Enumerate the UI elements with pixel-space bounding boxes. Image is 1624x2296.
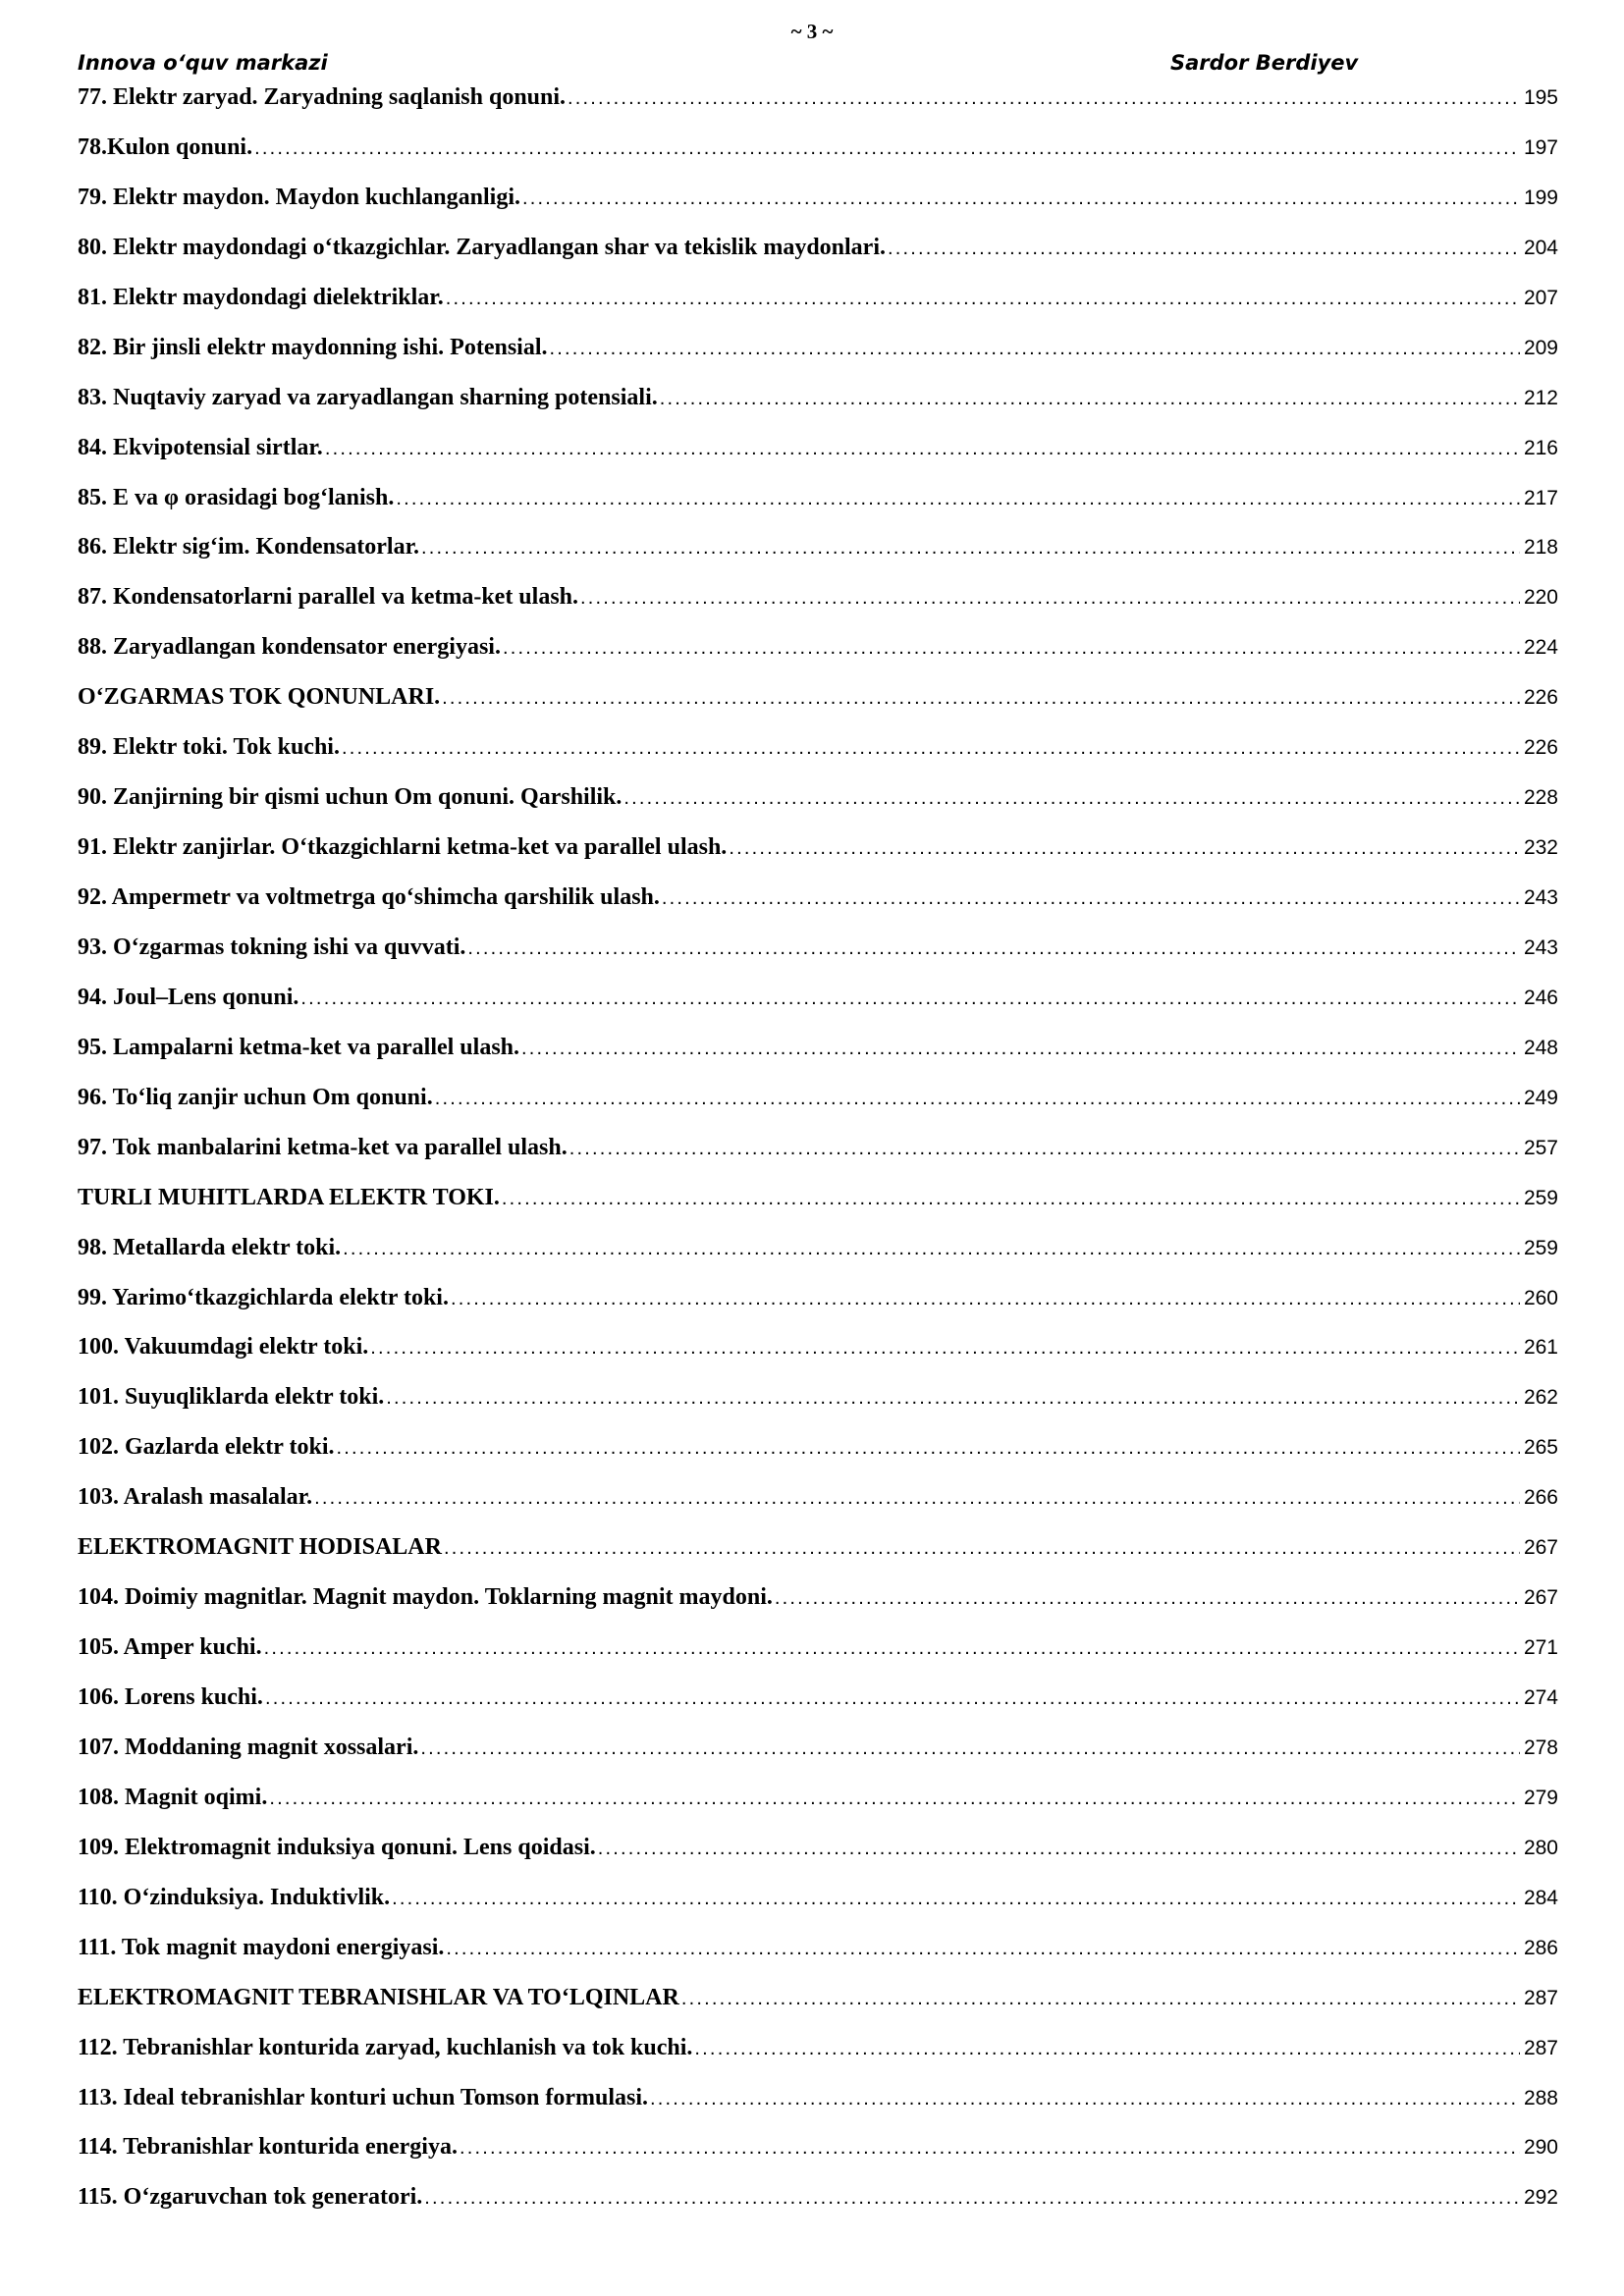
toc-entry-page-number: 279 [1523,1786,1558,1809]
toc-entry-title: 112. Tebranishlar konturida zaryad, kuchlanish va tok kuchi. [78,2034,693,2060]
toc-entry-title: 93. O‘zgarmas tokning ishi va quvvati. [78,934,466,960]
header-school-name: Innova o‘quv markazi [78,51,328,75]
toc-entry[interactable] [78,1933,1558,1983]
toc-entry[interactable] [78,1682,1558,1733]
toc-entry[interactable] [78,1083,1558,1133]
toc-entry[interactable] [78,632,1558,682]
toc-entry-page-number: 262 [1523,1386,1558,1410]
toc-section-heading[interactable] [78,1983,1558,2033]
toc-entry-title: 78.Kulon qonuni. [78,133,253,160]
toc-entry[interactable] [78,1783,1558,1833]
toc-entry-title: 82. Bir jinsli elektr maydonning ishi. Potensial. [78,334,548,360]
dot-leader [623,787,1520,810]
toc-entry-page-number: 243 [1523,935,1558,959]
dot-leader [392,1888,1520,1910]
toc-entry-title: 102. Gazlarda elektr toki. [78,1434,335,1461]
dot-leader [370,1337,1520,1360]
toc-entry-page-number: 292 [1523,2186,1558,2210]
dot-leader [550,338,1520,360]
toc-entry[interactable] [78,782,1558,832]
toc-entry-page-number: 284 [1523,1886,1558,1909]
dot-leader [521,1038,1520,1060]
dot-leader [502,1188,1520,1210]
toc-entry-title: 94. Joul–Lens qonuni. [78,984,299,1010]
dot-leader [325,438,1520,460]
toc-entry-title: 114. Tebranishlar konturida energiya. [78,2134,458,2161]
toc-entry[interactable] [78,1582,1558,1632]
toc-entry[interactable] [78,433,1558,483]
toc-entry[interactable] [78,832,1558,882]
toc-entry[interactable] [78,582,1558,632]
toc-entry[interactable] [78,983,1558,1033]
toc-entry-page-number: 259 [1523,1236,1558,1259]
toc-entry-title: 90. Zanjirning bir qismi uchun Om qonuni. Qarshilik. [78,784,623,811]
toc-entry-title: 111. Tok magnit maydoni energiyasi. [78,1934,445,1960]
toc-entry-page-number: 271 [1523,1636,1558,1660]
toc-entry-title: 80. Elektr maydondagi o‘tkazgichlar. Zaryadlangan shar va tekislik maydonlari. [78,234,886,260]
dot-leader [254,137,1520,160]
toc-entry[interactable] [78,1233,1558,1283]
toc-entry[interactable] [78,333,1558,383]
table-of-contents [78,82,1558,2232]
dot-leader [467,937,1520,960]
toc-entry-page-number: 290 [1523,2136,1558,2160]
toc-entry[interactable] [78,133,1558,183]
dot-leader [265,1687,1520,1710]
toc-entry-title: 85. E va φ orasidagi bog‘lanish. [78,484,395,510]
dot-leader [598,1838,1520,1860]
dot-leader [729,837,1520,860]
toc-entry-title: 96. To‘liq zanjir uchun Om qonuni. [78,1084,433,1110]
dot-leader [451,1288,1520,1310]
dot-leader [775,1587,1520,1610]
dot-leader [569,1138,1520,1160]
toc-entry-title: 98. Metallarda elektr toki. [78,1234,342,1260]
toc-entry[interactable] [78,283,1558,333]
toc-entry-page-number: 218 [1523,536,1558,560]
toc-entry-page-number: 259 [1523,1186,1558,1209]
dot-leader [660,388,1520,410]
toc-entry[interactable] [78,1133,1558,1183]
dot-leader [446,288,1520,310]
toc-entry-title: 79. Elektr maydon. Maydon kuchlanganligi. [78,184,520,210]
toc-entry[interactable] [78,2033,1558,2083]
toc-entry-title: 101. Suyuqliklarda elektr toki. [78,1384,385,1411]
toc-entry[interactable] [78,2182,1558,2232]
page-number: ~ 3 ~ [790,20,834,43]
toc-entry-page-number: 212 [1523,386,1558,409]
toc-entry[interactable] [78,233,1558,283]
toc-entry[interactable] [78,882,1558,933]
toc-entry-title: TURLI MUHITLARDA ELEKTR TOKI. [78,1184,500,1210]
dot-leader [681,1988,1520,2010]
dot-leader [568,87,1520,110]
dot-leader [337,1437,1520,1460]
toc-entry-page-number: 288 [1523,2086,1558,2109]
dot-leader [503,637,1520,660]
toc-entry-page-number: 197 [1523,135,1558,159]
toc-entry-page-number: 195 [1523,86,1558,109]
dot-leader [343,1238,1520,1260]
dot-leader [662,887,1520,910]
toc-entry[interactable] [78,1482,1558,1532]
toc-entry-page-number: 199 [1523,186,1558,209]
toc-entry[interactable] [78,1332,1558,1382]
dot-leader [650,2088,1520,2110]
toc-entry-page-number: 267 [1523,1586,1558,1610]
toc-entry[interactable] [78,383,1558,433]
toc-entry-title: 86. Elektr sig‘im. Kondensatorlar. [78,534,420,561]
toc-entry-title: 106. Lorens kuchi. [78,1684,263,1710]
toc-entry-page-number: 286 [1523,1936,1558,1959]
toc-entry[interactable] [78,2083,1558,2133]
toc-entry-title: ELEKTROMAGNIT TEBRANISHLAR VA TO‘LQINLAR [78,1984,679,2010]
toc-entry-title: 92. Ampermetr va voltmetrga qo‘shimcha qarshilik ulash. [78,884,660,910]
toc-entry-page-number: 226 [1523,686,1558,710]
toc-entry-page-number: 267 [1523,1536,1558,1560]
dot-leader [444,1537,1520,1560]
toc-entry-title: 107. Moddaning magnit xossalari. [78,1734,419,1760]
toc-entry-page-number: 228 [1523,786,1558,810]
toc-entry-page-number: 261 [1523,1336,1558,1360]
dot-leader [396,488,1520,510]
dot-leader [300,988,1520,1010]
toc-entry-page-number: 204 [1523,236,1558,259]
toc-section-heading[interactable] [78,1532,1558,1582]
dot-leader [386,1387,1520,1410]
toc-entry-title: 108. Magnit oqimi. [78,1784,268,1810]
dot-leader [522,187,1520,210]
toc-entry[interactable] [78,82,1558,133]
toc-entry-page-number: 220 [1523,586,1558,610]
toc-entry-page-number: 278 [1523,1735,1558,1759]
dot-leader [424,2187,1520,2210]
toc-entry[interactable] [78,1883,1558,1933]
toc-entry[interactable] [78,483,1558,533]
toc-entry-page-number: 287 [1523,1986,1558,2009]
toc-entry-page-number: 217 [1523,486,1558,509]
dot-leader [421,537,1520,560]
toc-entry[interactable] [78,1382,1558,1432]
toc-entry-title: 104. Doimiy magnitlar. Magnit maydon. Toklarning magnit maydoni. [78,1584,773,1611]
toc-entry-page-number: 207 [1523,286,1558,309]
toc-entry-page-number: 243 [1523,886,1558,909]
toc-entry-title: 110. O‘zinduksiya. Induktivlik. [78,1884,391,1910]
dot-leader [342,737,1520,760]
dot-leader [269,1788,1520,1810]
toc-entry-page-number: 266 [1523,1486,1558,1510]
dot-leader [460,2137,1520,2160]
toc-entry-page-number: 224 [1523,636,1558,660]
header-author-name: Sardor Berdiyev [1170,51,1359,75]
toc-entry-title: 89. Elektr toki. Tok kuchi. [78,734,340,761]
toc-entry[interactable] [78,183,1558,233]
toc-entry-title: 100. Vakuumdagi elektr toki. [78,1334,369,1361]
dot-leader [435,1088,1520,1110]
toc-entry-page-number: 287 [1523,2036,1558,2059]
toc-section-heading[interactable] [78,682,1558,732]
toc-entry-page-number: 257 [1523,1136,1558,1159]
toc-entry-title: 103. Aralash masalalar. [78,1484,313,1511]
toc-entry[interactable] [78,1033,1558,1083]
toc-entry-title: 105. Amper kuchi. [78,1634,262,1661]
toc-entry-title: ELEKTROMAGNIT HODISALAR [78,1534,442,1561]
toc-entry-page-number: 246 [1523,986,1558,1009]
toc-entry[interactable] [78,1632,1558,1682]
dot-leader [420,1737,1520,1760]
toc-entry-title: 97. Tok manbalarini ketma-ket va parallel ulash. [78,1134,568,1160]
toc-entry-page-number: 216 [1523,436,1558,459]
toc-entry[interactable] [78,933,1558,983]
toc-entry-title: 99. Yarimo‘tkazgichlarda elektr toki. [78,1284,449,1310]
toc-entry-page-number: 209 [1523,336,1558,359]
toc-entry-title: 77. Elektr zaryad. Zaryadning saqlanish qonuni. [78,84,567,110]
toc-entry-page-number: 280 [1523,1836,1558,1859]
toc-entry-page-number: 274 [1523,1686,1558,1709]
dot-leader [264,1637,1520,1660]
dot-leader [314,1487,1520,1510]
toc-entry-title: 84. Ekvipotensial sirtlar. [78,434,323,460]
toc-entry-page-number: 260 [1523,1286,1558,1309]
toc-entry[interactable] [78,732,1558,782]
toc-entry-title: 88. Zaryadlangan kondensator energiyasi. [78,634,501,661]
toc-entry-title: 109. Elektromagnit induksiya qonuni. Lens qoidasi. [78,1834,596,1860]
toc-entry-title: 81. Elektr maydondagi dielektriklar. [78,284,444,310]
toc-entry[interactable] [78,1733,1558,1783]
toc-entry[interactable] [78,2132,1558,2182]
toc-section-heading[interactable] [78,1183,1558,1233]
dot-leader [694,2038,1520,2060]
toc-entry-page-number: 226 [1523,736,1558,760]
toc-entry-title: 113. Ideal tebranishlar konturi uchun Tomson formulasi. [78,2084,649,2110]
toc-entry-title: 91. Elektr zanjirlar. O‘tkazgichlarni ketma-ket va parallel ulash. [78,834,728,861]
toc-entry[interactable] [78,1833,1558,1883]
toc-entry-page-number: 232 [1523,836,1558,860]
toc-entry-page-number: 265 [1523,1436,1558,1460]
toc-entry[interactable] [78,1283,1558,1333]
toc-entry-page-number: 248 [1523,1036,1558,1059]
toc-entry-title: 87. Kondensatorlarni parallel va ketma-ket ulash. [78,584,579,611]
dot-leader [446,1938,1520,1960]
toc-entry-title: 95. Lampalarni ketma-ket va parallel ulash. [78,1034,520,1060]
toc-entry[interactable] [78,1432,1558,1482]
dot-leader [580,587,1520,610]
toc-entry-title: 83. Nuqtaviy zaryad va zaryadlangan sharning potensiali. [78,384,658,410]
toc-entry-title: O‘ZGARMAS TOK QONUNLARI. [78,684,441,711]
toc-entry-page-number: 249 [1523,1086,1558,1109]
toc-entry-title: 115. O‘zgaruvchan tok generatori. [78,2184,423,2211]
dot-leader [442,687,1520,710]
dot-leader [888,238,1520,260]
toc-entry[interactable] [78,532,1558,582]
